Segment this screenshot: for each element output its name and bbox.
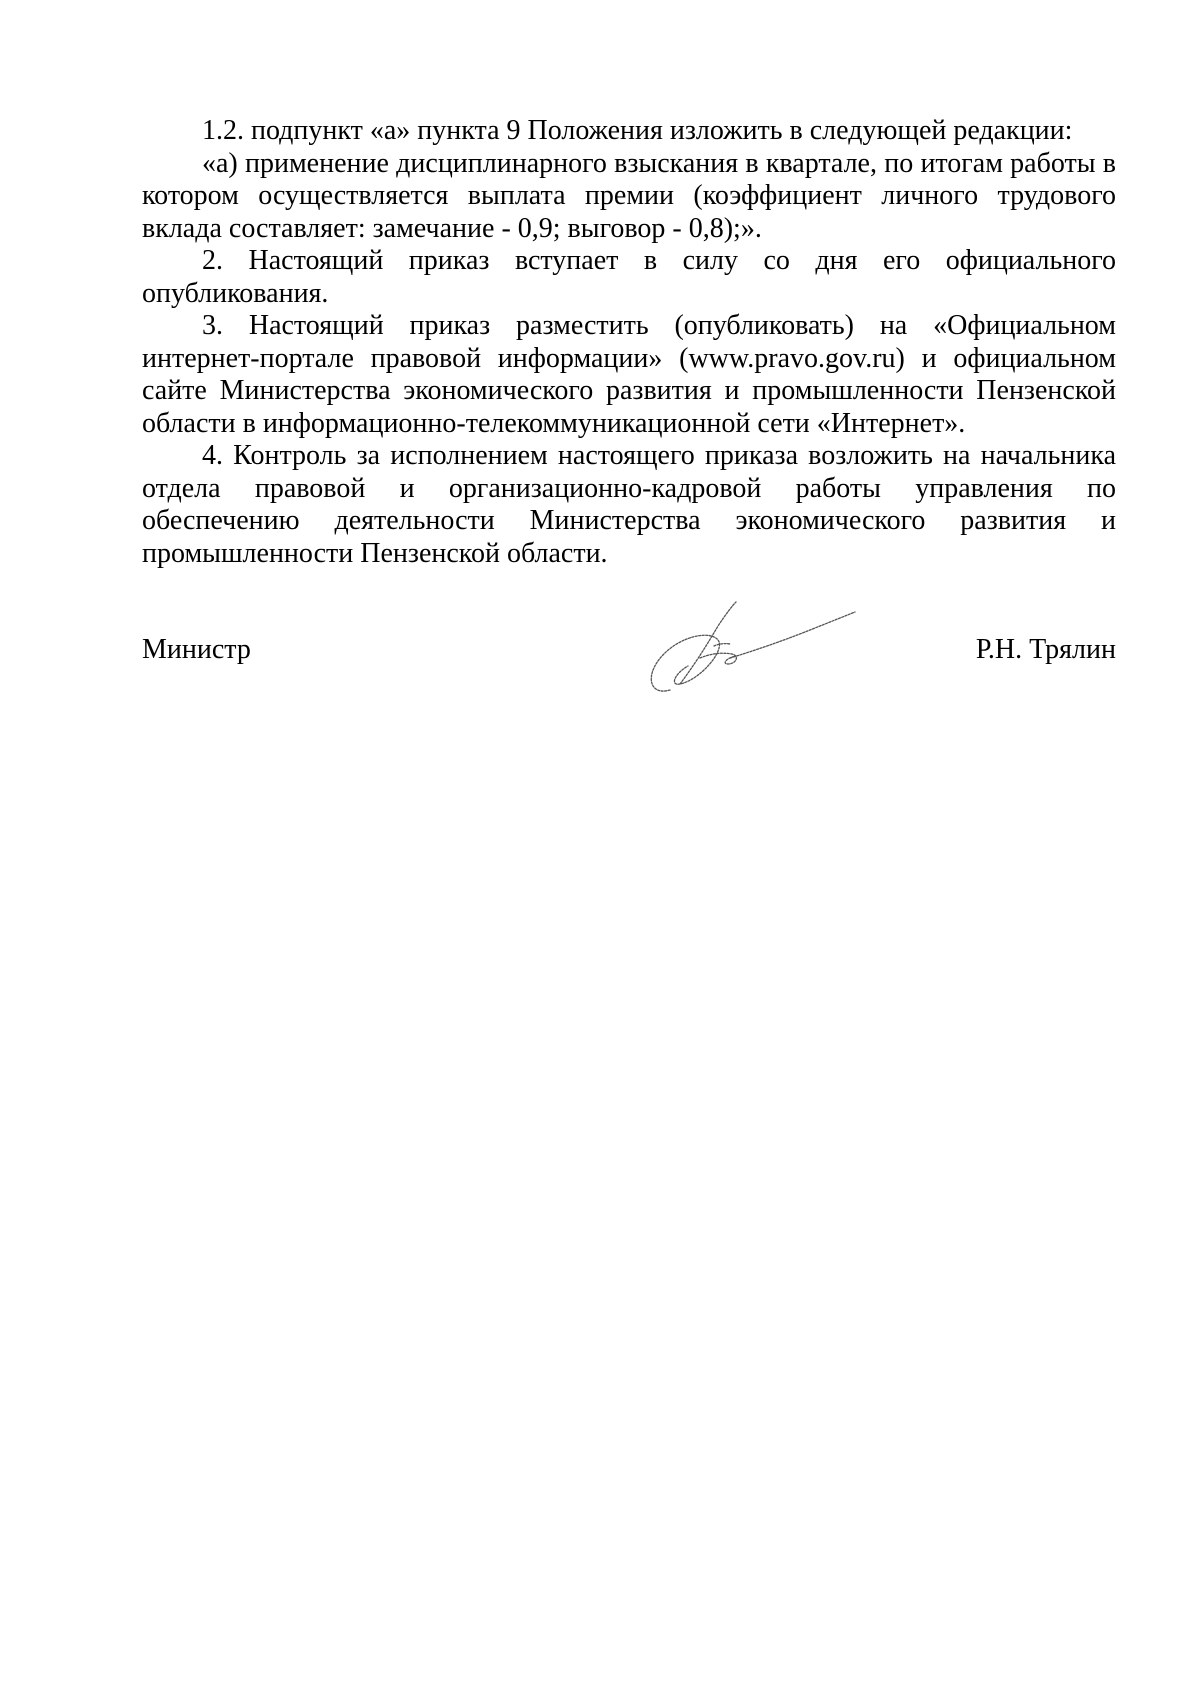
paragraph-1-2-text: «а) применение дисциплинарного взыскания в квартале, по итогам работы в котором осуществляется выплата премии (коэффициент личного трудового вклада составляет: замечание - 0,9; выговор - 0,8);». <box>142 147 1116 244</box>
paragraph-1-2: 1.2. подпункт «а» пункта 9 Положения изложить в следующей редакции: <box>202 115 1073 146</box>
signer-position: Министр <box>142 634 251 665</box>
paragraph-3: 3. Настоящий приказ разместить (опубликовать) на «Официальном интернет-портале правовой информации» (www.pravo.gov.ru) и официальном сайте Министерства экономического развития и промышленности Пензенской области в информационно-телекоммуникационной сети «Интернет». <box>142 310 1116 439</box>
paragraph-2: 2. Настоящий приказ вступает в силу со дня его официального опубликования. <box>142 245 1116 309</box>
paragraph-4: 4. Контроль за исполнением настоящего приказа возложить на начальника отдела правовой и организационно-кадровой работы управления по обеспечению деятельности Министерства экономического развития и промышленности Пензенской области. <box>142 440 1116 569</box>
document-body <box>142 115 1116 570</box>
handwritten-signature <box>640 596 860 706</box>
signature-block <box>142 630 1116 720</box>
signer-name: Р.Н. Трялин <box>975 634 1116 665</box>
